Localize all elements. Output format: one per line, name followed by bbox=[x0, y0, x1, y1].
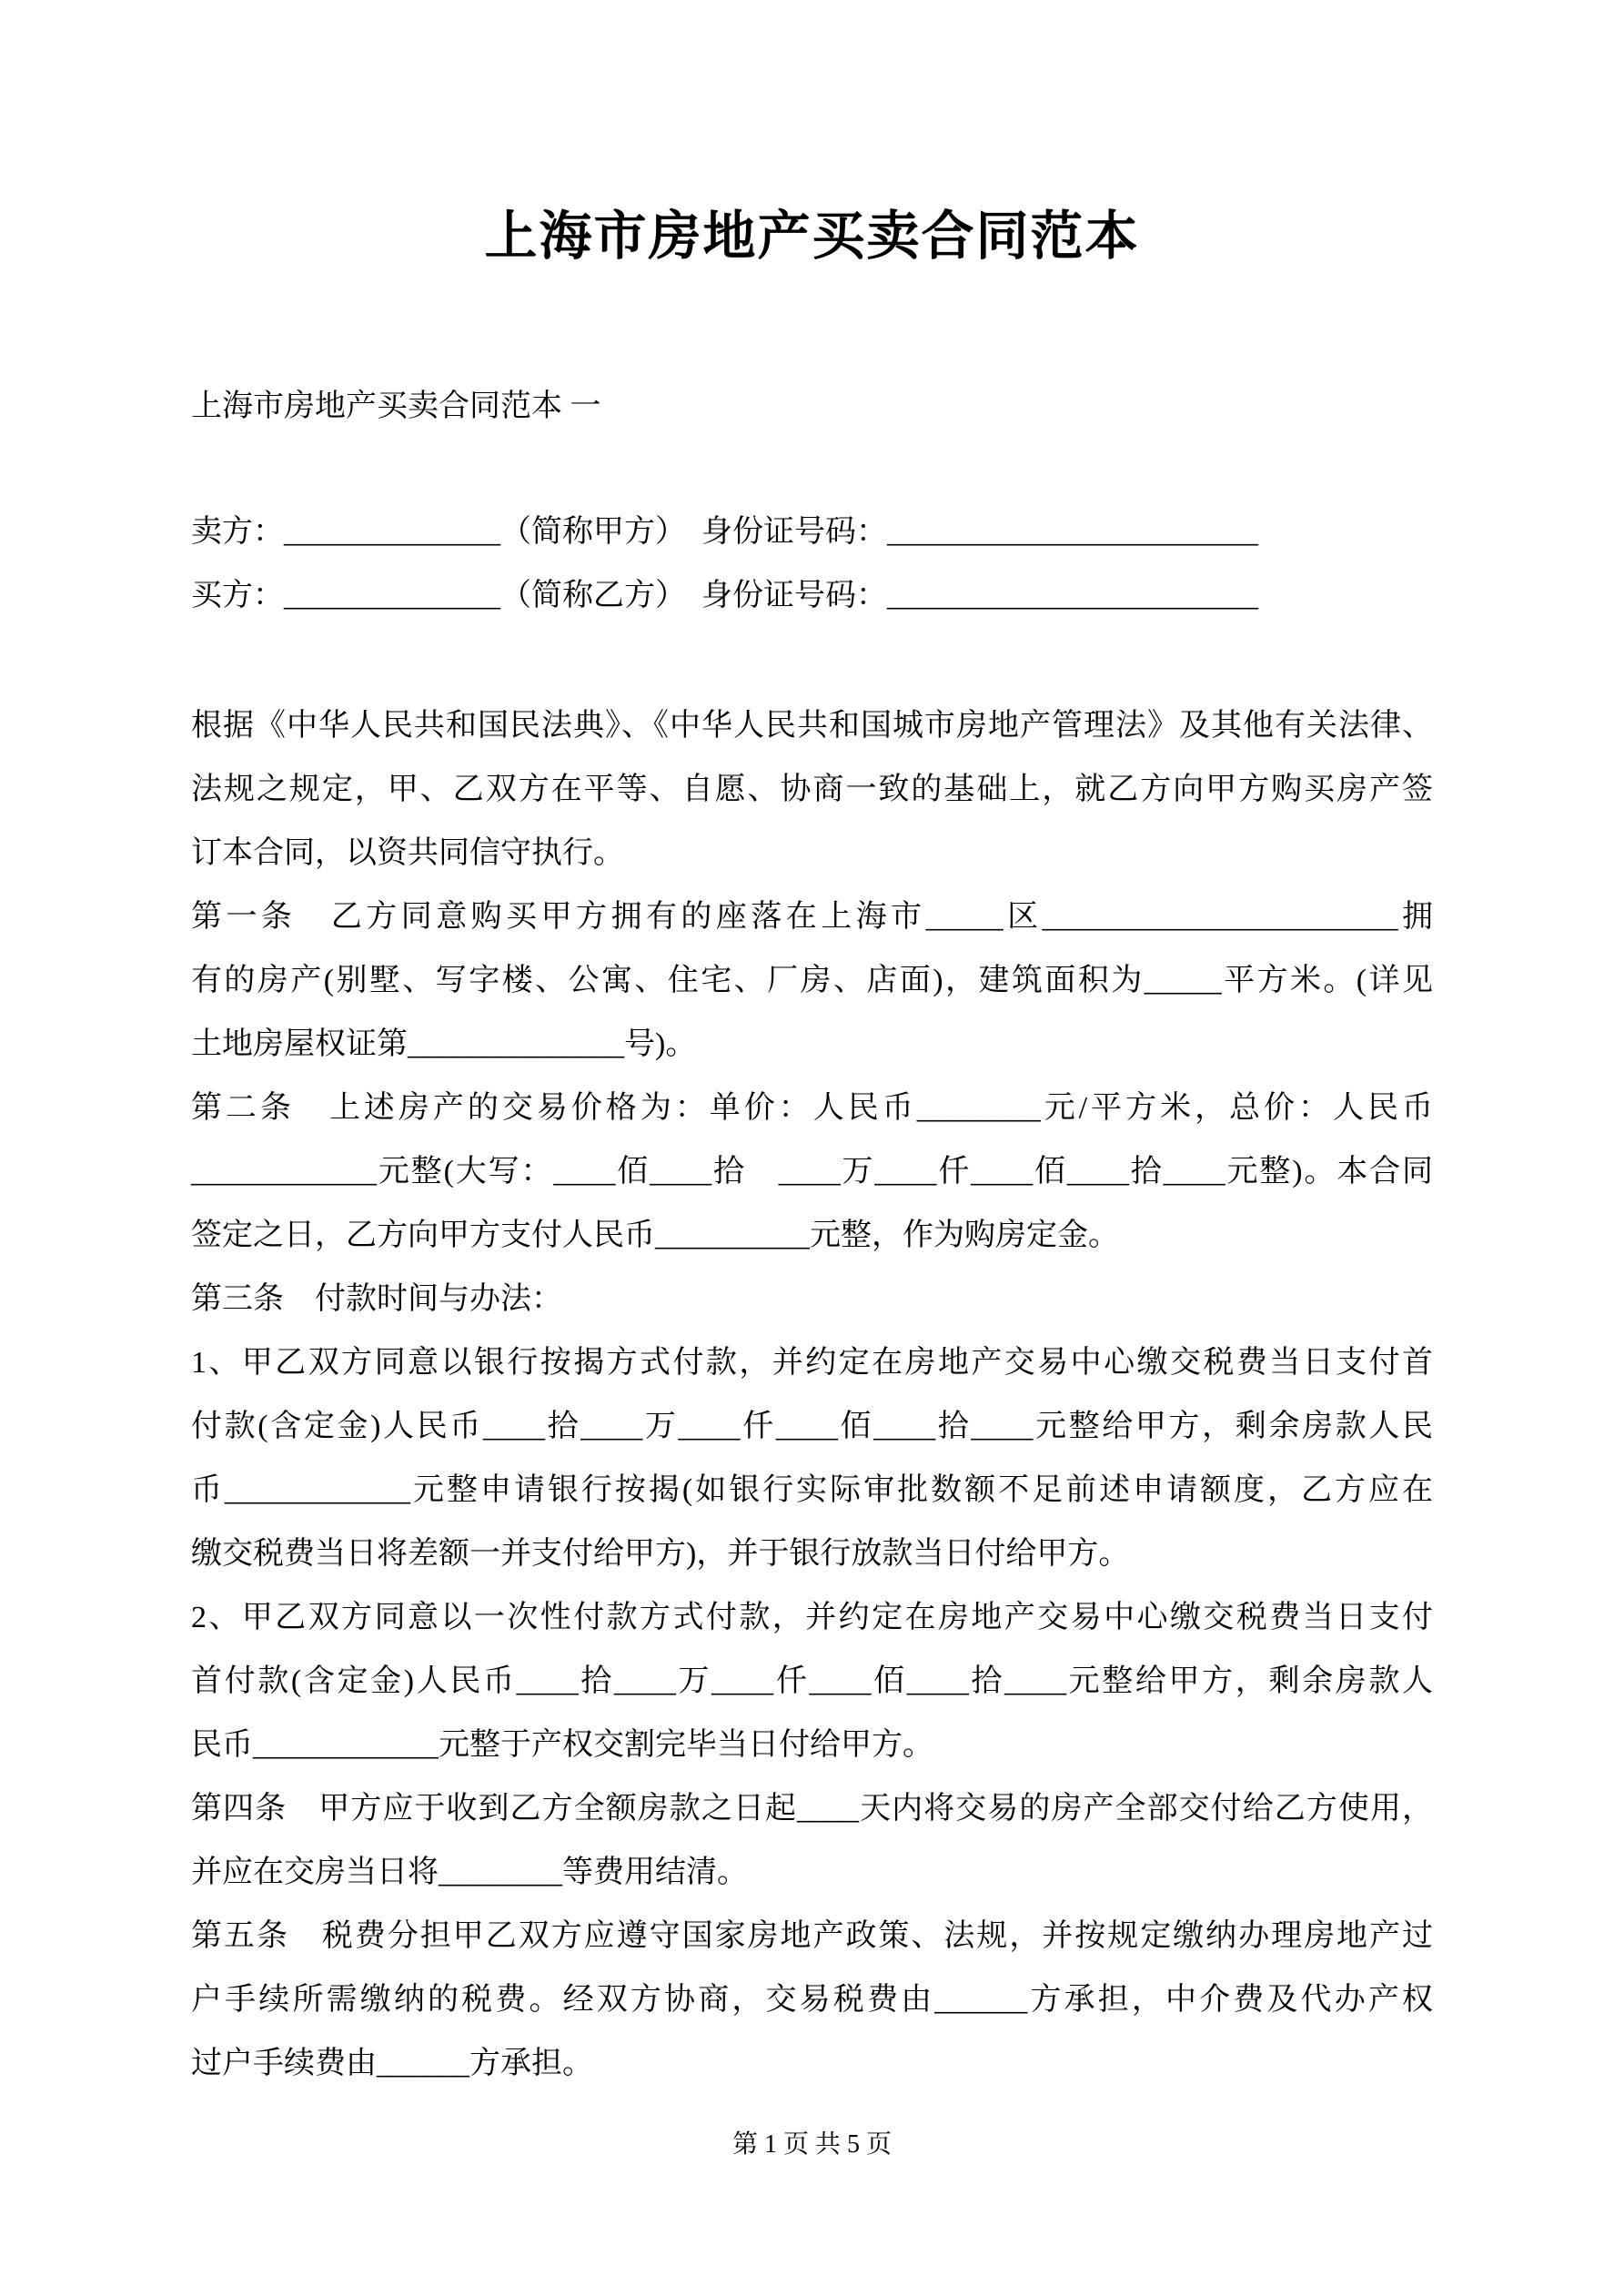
paragraph-line: 并应在交房当日将________等费用结清。 bbox=[191, 1856, 748, 1889]
paragraph-line: 签定之日，乙方向甲方支付人民币__________元整，作为购房定金。 bbox=[191, 1219, 1119, 1252]
paragraph-line: 币____________元整申请银行按揭(如银行实际审批数额不足前述申请额度，乙方应在 bbox=[191, 1473, 1433, 1507]
paragraph-line: 有的房产(别墅、写字楼、公寓、住宅、厂房、店面)，建筑面积为_____平方米。(详见 bbox=[191, 964, 1433, 997]
paragraph-line: 订本合同，以资共同信守执行。 bbox=[191, 836, 624, 870]
contract-body bbox=[191, 694, 1433, 2096]
document-subtitle: 上海市房地产买卖合同范本 一 bbox=[191, 389, 601, 423]
paragraph-line: 第四条 甲方应于收到乙方全额房款之日起____天内将交易的房产全部交付给乙方使用， bbox=[191, 1792, 1433, 1826]
paragraph-line: 户手续所需缴纳的税费。经双方协商，交易税费由______方承担，中介费及代办产权 bbox=[191, 1983, 1433, 2017]
paragraph-line: 第五条 税费分担甲乙双方应遵守国家房地产政策、法规，并按规定缴纳办理房地产过 bbox=[191, 1919, 1433, 1953]
paragraph-article-4 bbox=[191, 1777, 1433, 1905]
document-title: 上海市房地产买卖合同范本 bbox=[484, 207, 1140, 266]
paragraph-article-3 bbox=[191, 1268, 1433, 1331]
paragraph-article-1 bbox=[191, 885, 1433, 1077]
paragraph-line: 首付款(含定金)人民币____拾____万____仟____佰____拾____元整给甲方，剩余房款人 bbox=[191, 1664, 1433, 1698]
page-number-footer: 第 1 页 共 5 页 bbox=[731, 2130, 892, 2159]
buyer-line: 买方：______________（简称乙方） 身份证号码：________________________ bbox=[191, 579, 1258, 612]
paragraph-clause-1 bbox=[191, 1331, 1433, 1586]
paragraph-line: 付款(含定金)人民币____拾____万____仟____佰____拾____元整给甲方，剩余房款人民 bbox=[191, 1410, 1433, 1443]
paragraph-line: 缴交税费当日将差额一并支付给甲方)，并于银行放款当日付给甲方。 bbox=[191, 1537, 1130, 1571]
paragraph-line: 第二条 上述房产的交易价格为：单价：人民币________元/平方米，总价：人民币 bbox=[191, 1091, 1433, 1125]
paragraph-line: 民币____________元整于产权交割完毕当日付给甲方。 bbox=[191, 1728, 933, 1762]
paragraph-line: ____________元整(大写：____佰____拾 ____万____仟____佰____拾____元整)。本合同 bbox=[191, 1155, 1433, 1188]
paragraph-clause-2 bbox=[191, 1586, 1433, 1777]
paragraph-line: 第三条 付款时间与办法： bbox=[191, 1282, 562, 1316]
paragraph-line: 2、甲乙双方同意以一次性付款方式付款，并约定在房地产交易中心缴交税费当日支付 bbox=[191, 1601, 1433, 1634]
paragraph-article-2 bbox=[191, 1077, 1433, 1268]
paragraph-preamble bbox=[191, 694, 1433, 885]
paragraph-line: 第一条 乙方同意购买甲方拥有的座落在上海市_____区_______________________拥 bbox=[191, 900, 1433, 934]
paragraph-article-5 bbox=[191, 1905, 1433, 2096]
seller-line: 卖方：______________（简称甲方） 身份证号码：________________________ bbox=[191, 515, 1258, 549]
party-section bbox=[191, 501, 1433, 628]
paragraph-line: 土地房屋权证第______________号)。 bbox=[191, 1027, 697, 1061]
paragraph-line: 法规之规定，甲、乙双方在平等、自愿、协商一致的基础上，就乙方向甲方购买房产签 bbox=[191, 773, 1433, 806]
paragraph-line: 1、甲乙双方同意以银行按揭方式付款，并约定在房地产交易中心缴交税费当日支付首 bbox=[191, 1346, 1433, 1380]
paragraph-line: 过户手续费由______方承担。 bbox=[191, 2047, 593, 2080]
paragraph-line: 根据《中华人民共和国民法典》、《中华人民共和国城市房地产管理法》及其他有关法律、 bbox=[191, 709, 1433, 743]
